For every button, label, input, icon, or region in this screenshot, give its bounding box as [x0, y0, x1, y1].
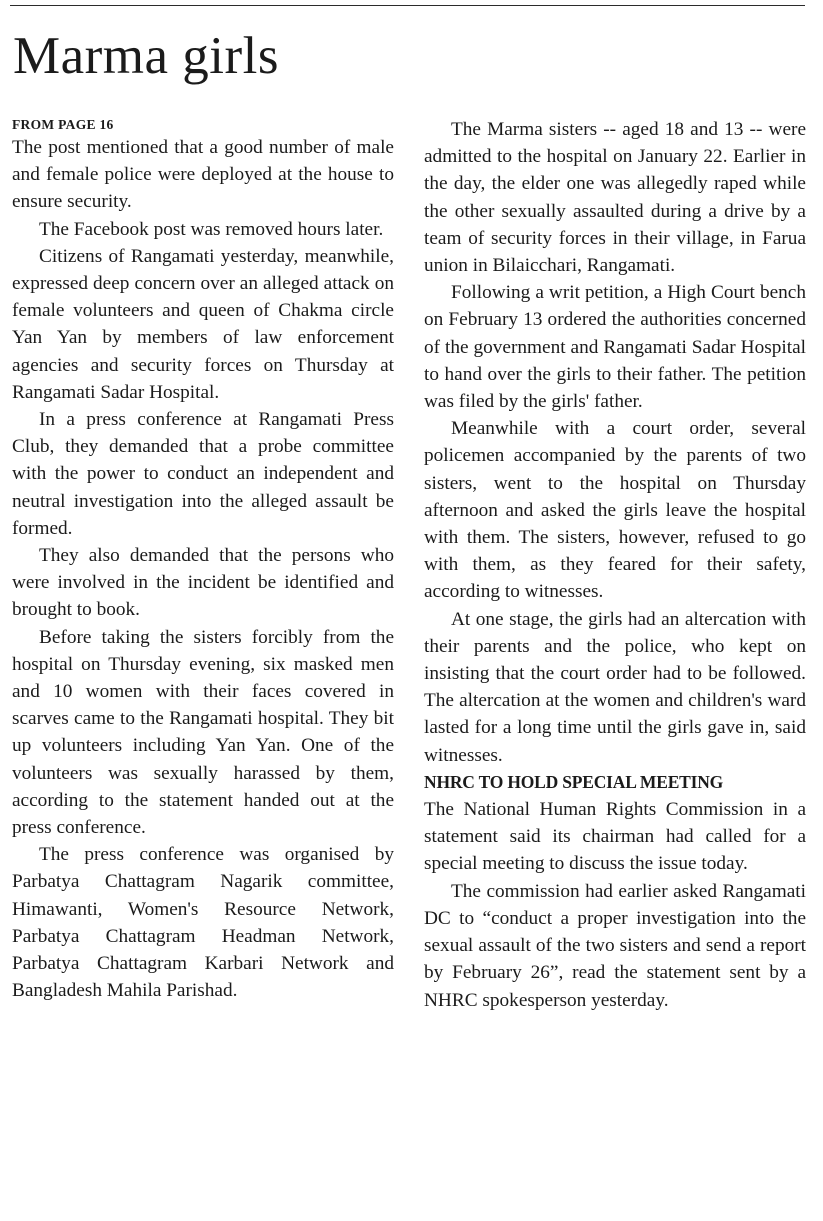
top-rule	[10, 5, 805, 6]
article-body	[12, 116, 806, 1014]
paragraph: The press conference was organised by Parbatya Chattagram Nagarik committee, Himawanti, Women's Resource Network, Parbatya Chattagram Headman Network, Parbatya Chattagram Karbari Network and Bangladesh Mahila Parishad.	[12, 844, 394, 1002]
paragraph: The Marma sisters -- aged 18 and 13 -- were admitted to the hospital on January 22. Earlier in the day, the elder one was allegedly raped while the other sexually assaulted during a drive by a team of security forces in their village, in Farua union in Bilaicchari, Rangamati.	[424, 119, 806, 277]
paragraph: In a press conference at Rangamati Press Club, they demanded that a probe committee with the power to conduct an independent and neutral investigation into the alleged assault be formed.	[12, 409, 394, 539]
paragraph: They also demanded that the persons who were involved in the incident be identified and brought to book.	[12, 545, 394, 621]
left-column	[12, 116, 394, 1014]
kicker: FROM PAGE 16	[12, 117, 114, 132]
paragraph: Before taking the sisters forcibly from the hospital on Thursday evening, six masked men and 10 women with their faces covered in scarves came to the Rangamati hospital. They bit up volunteers including Yan Yan. One of the volunteers was sexually harassed by them, according to the statement handed out at the press conference.	[12, 626, 394, 839]
paragraph: The commission had earlier asked Rangamati DC to “conduct a proper investigation into the sexual assault of the two sisters and send a report by February 26”, read the statement sent by a NHRC spokesperson yesterday.	[424, 880, 806, 1011]
paragraph: Meanwhile with a court order, several policemen accompanied by the parents of two sisters, went to the hospital on Thursday afternoon and asked the girls leave the hospital with them. The sisters, however, refused to go with them, as they feared for their safety, according to witnesses.	[424, 418, 806, 603]
paragraph: At one stage, the girls had an altercation with their parents and the police, who kept on insisting that the court order had to be followed. The altercation at the women and children's ward lasted for a long time until the girls gave in, said witnesses.	[424, 608, 806, 766]
subhead: NHRC TO HOLD SPECIAL MEETING	[424, 771, 724, 792]
paragraph: Following a writ petition, a High Court bench on February 13 ordered the authorities concerned of the government and Rangamati Sadar Hospital to hand over the girls to their father. The petition was filed by the girls' father.	[424, 282, 806, 413]
headline: Marma girls	[13, 27, 280, 85]
paragraph: The post mentioned that a good number of male and female police were deployed at the house to ensure security.	[12, 137, 394, 213]
paragraph: Citizens of Rangamati yesterday, meanwhile, expressed deep concern over an alleged attack on female volunteers and queen of Chakma circle Yan Yan by members of law enforcement agencies and security forces on Thursday at Rangamati Sadar Hospital.	[12, 245, 394, 403]
paragraph: The Facebook post was removed hours later.	[39, 218, 384, 240]
paragraph: The National Human Rights Commission in a statement said its chairman had called for a special meeting to discuss the issue today.	[424, 799, 806, 875]
right-column	[424, 116, 806, 1014]
